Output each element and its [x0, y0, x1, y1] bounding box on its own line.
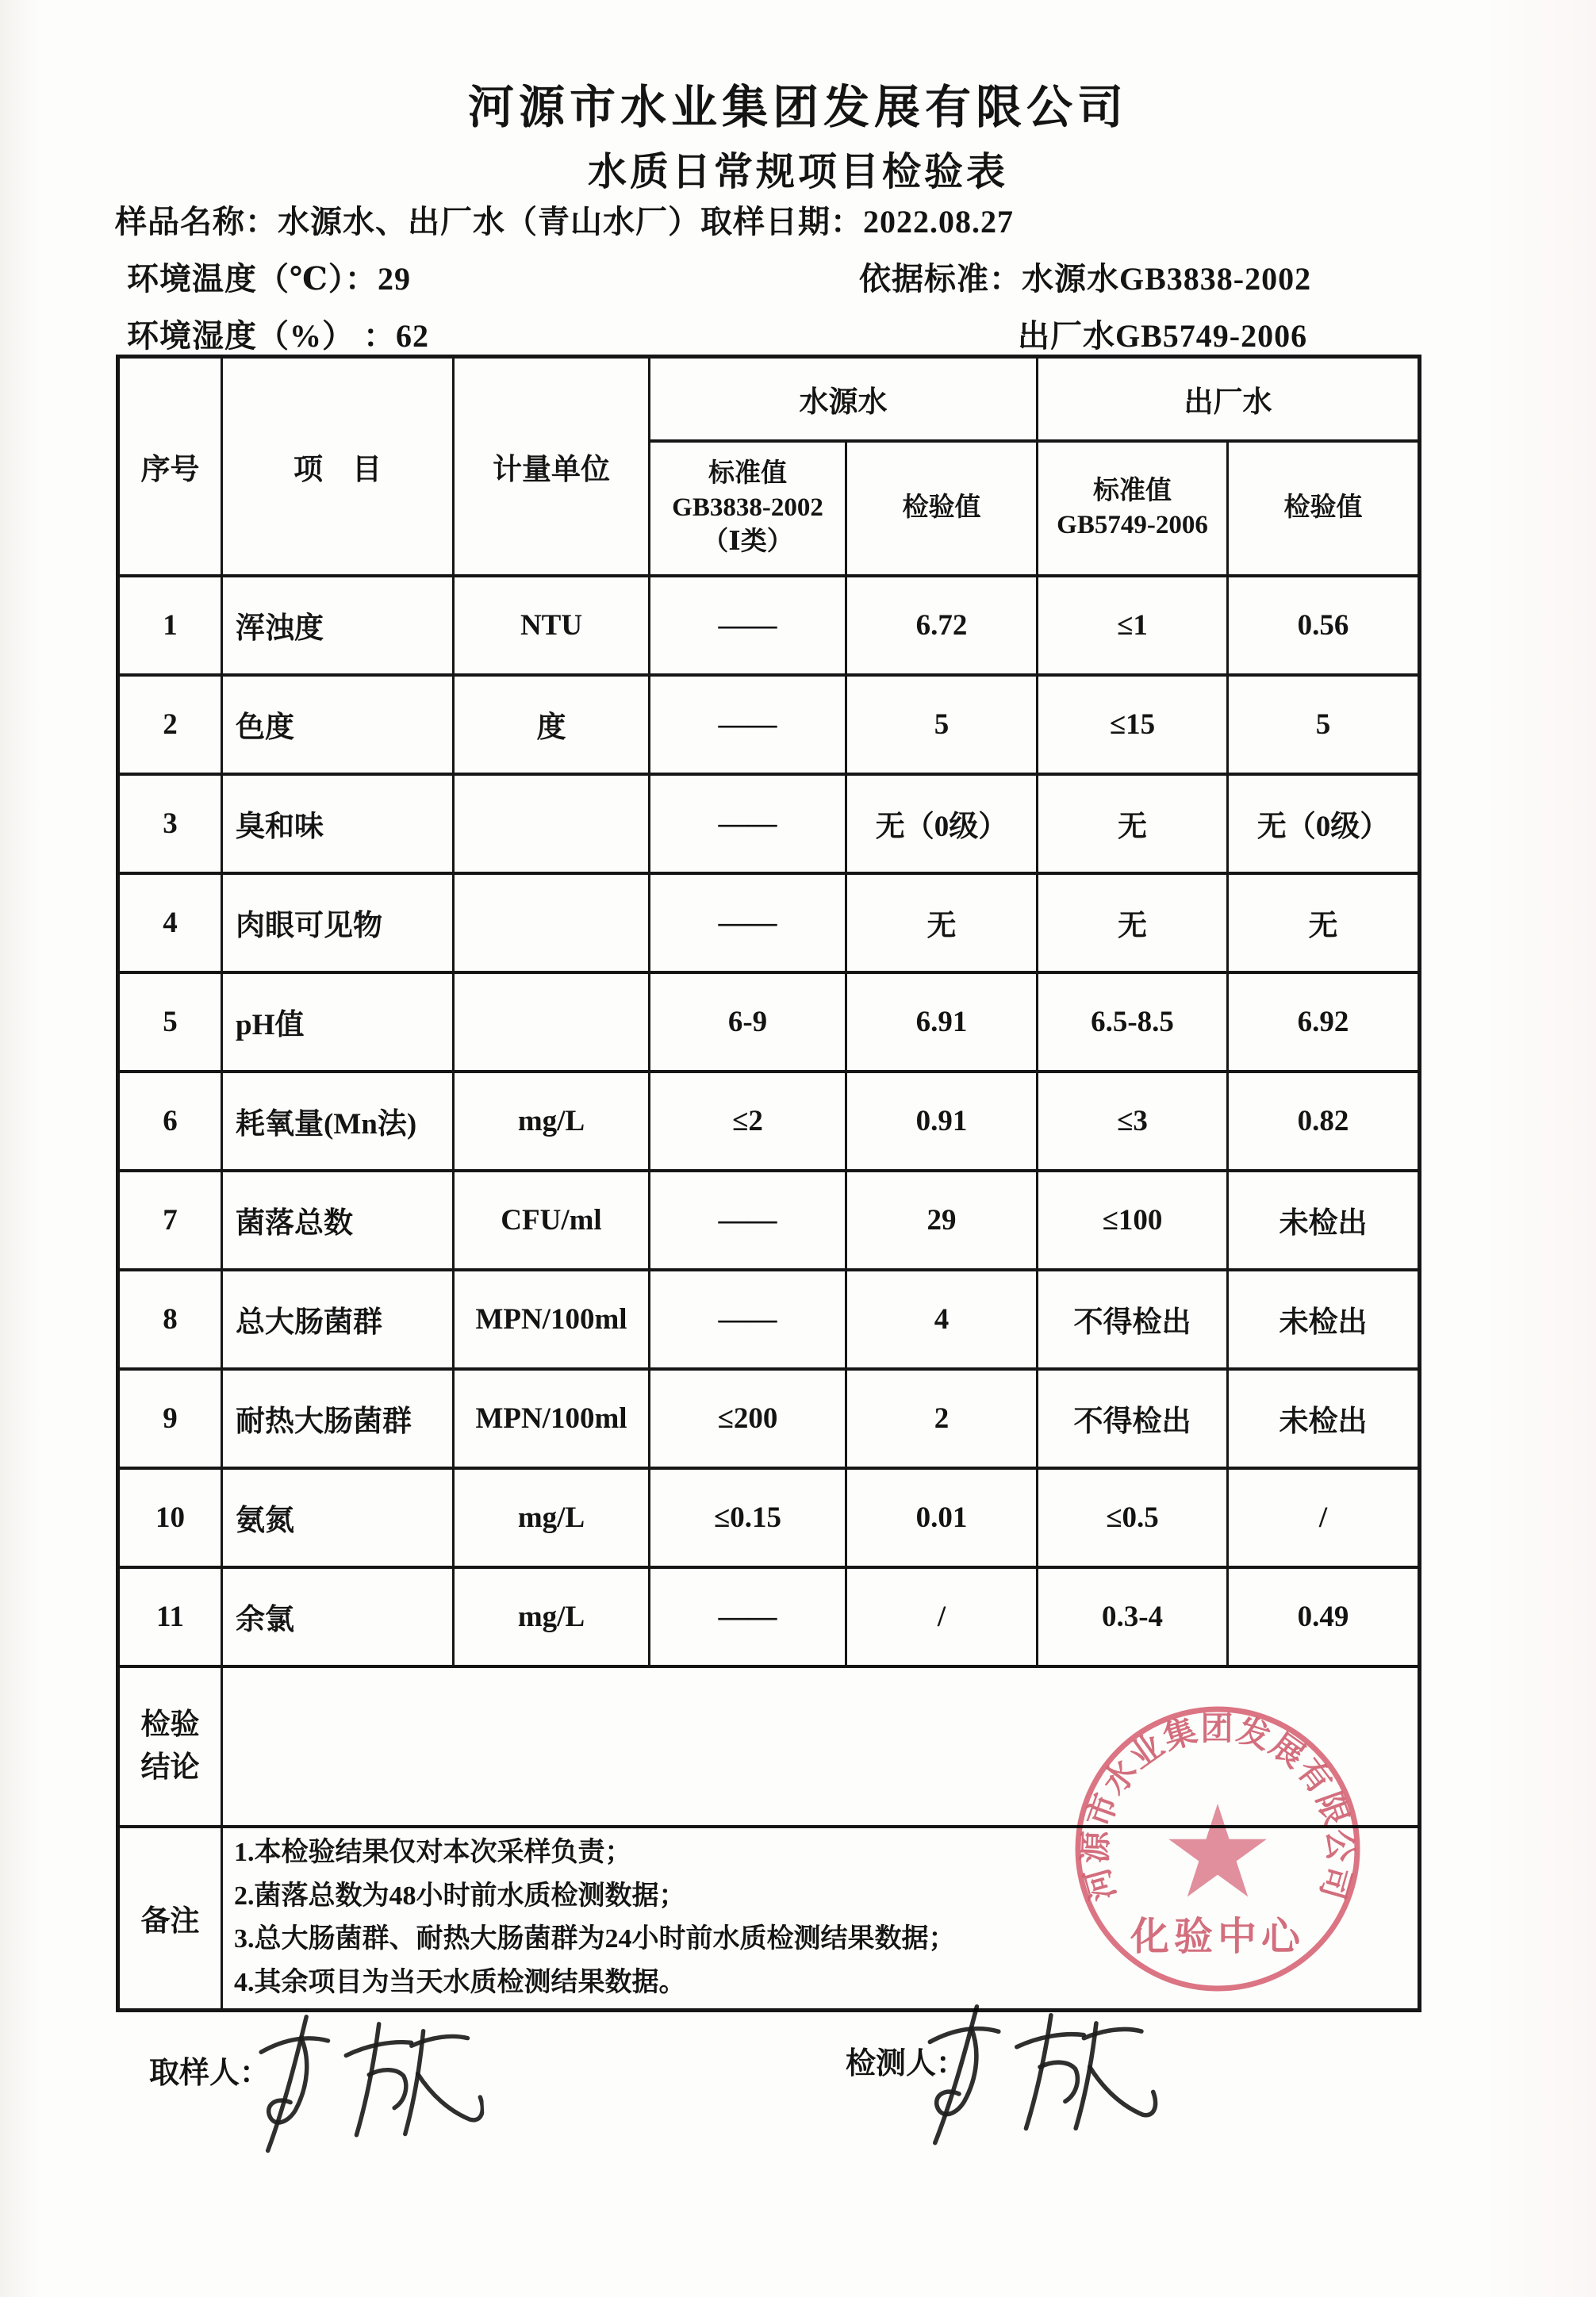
finished-value-cell: 6.92 — [1228, 972, 1420, 1072]
source-value-cell: 2 — [846, 1369, 1038, 1468]
unit-cell: 度 — [454, 675, 650, 774]
company-seal-stamp — [1071, 1702, 1364, 1996]
no-cell: 4 — [118, 873, 222, 972]
sample-info-line — [115, 197, 1014, 242]
standard-source-water: 水源水GB3838-2002 — [1022, 261, 1312, 297]
unit-cell: NTU — [454, 576, 650, 675]
remark-line: 2.菌落总数为48小时前水质检测数据； — [234, 1881, 686, 1911]
item-cell: 耐热大肠菌群 — [222, 1369, 454, 1468]
tester-label: 检测人： — [846, 2047, 967, 2080]
finished-standard-cell: 0.3-4 — [1038, 1567, 1228, 1666]
unit-cell: MPN/100ml — [454, 1369, 650, 1468]
env-temp-value: 29 — [377, 261, 411, 297]
env-humidity-label: 环境湿度（%） ： — [127, 318, 396, 354]
col-header-item: 项 目 — [222, 357, 454, 576]
source-standard-cell: —— — [650, 1171, 846, 1270]
table-row — [118, 1468, 1420, 1567]
item-cell: 浑浊度 — [222, 576, 454, 675]
source-standard-line1: 标准值 — [708, 459, 787, 489]
finished-standard-cell: 6.5-8.5 — [1038, 972, 1228, 1072]
unit-cell — [454, 873, 650, 972]
finished-value-cell: / — [1228, 1468, 1420, 1567]
finished-standard-cell: 不得检出 — [1038, 1270, 1228, 1369]
source-standard-cell: ≤200 — [650, 1369, 846, 1468]
source-value-cell: 5 — [846, 675, 1038, 774]
unit-cell: mg/L — [454, 1567, 650, 1666]
sample-name-label: 样品名称： — [115, 204, 278, 240]
item-cell: 菌落总数 — [222, 1171, 454, 1270]
finished-value-cell: 未检出 — [1228, 1171, 1420, 1270]
table-row — [118, 675, 1420, 774]
standard-basis-label: 依据标准： — [859, 261, 1022, 297]
table-row — [118, 1567, 1420, 1666]
no-cell: 2 — [118, 675, 222, 774]
seal-star-icon — [1168, 1804, 1267, 1896]
source-value-cell: 6.91 — [846, 972, 1038, 1072]
env-temp-line — [127, 254, 411, 299]
finished-value-cell: 5 — [1228, 675, 1420, 774]
report-title: 水质日常规项目检验表 — [587, 151, 1008, 194]
col-header-finished-test: 检验值 — [1228, 441, 1420, 576]
item-cell: 肉眼可见物 — [222, 873, 454, 972]
company-title: 河源市水业集团发展有限公司 — [467, 82, 1128, 133]
finished-value-cell: 未检出 — [1228, 1270, 1420, 1369]
sampling-date-label: 取样日期： — [700, 204, 863, 240]
unit-cell: mg/L — [454, 1072, 650, 1171]
table-row — [118, 576, 1420, 675]
finished-value-cell: 0.56 — [1228, 576, 1420, 675]
unit-cell: CFU/ml — [454, 1171, 650, 1270]
source-standard-line3: （Ⅰ类） — [702, 527, 793, 556]
env-humidity-value: 62 — [396, 318, 429, 354]
table-row — [118, 1072, 1420, 1171]
unit-cell — [454, 972, 650, 1072]
finished-standard-cell: 不得检出 — [1038, 1369, 1228, 1468]
env-temp-label: 环境温度（℃）： — [127, 261, 378, 297]
conclusion-label — [118, 1666, 222, 1827]
source-value-cell: 0.01 — [846, 1468, 1038, 1567]
finished-value-cell: 无（0级） — [1228, 774, 1420, 873]
source-standard-line2: GB3838-2002 — [672, 493, 823, 523]
table-row — [118, 1270, 1420, 1369]
no-cell: 5 — [118, 972, 222, 1072]
standard-finished-water: 出厂水GB5749-2006 — [1018, 318, 1308, 354]
header-group-row — [118, 357, 1420, 441]
standard-basis-line — [859, 254, 1311, 299]
col-header-finished-standard — [1038, 441, 1228, 576]
remark-label: 备注 — [118, 1827, 222, 2011]
sampler-label: 取样人： — [149, 2057, 270, 2090]
col-group-finished-water: 出厂水 — [1038, 357, 1420, 441]
col-header-source-test: 检验值 — [846, 441, 1038, 576]
conclusion-label-line2: 结论 — [140, 1751, 200, 1784]
source-value-cell: / — [846, 1567, 1038, 1666]
finished-value-cell: 未检出 — [1228, 1369, 1420, 1468]
unit-cell: mg/L — [454, 1468, 650, 1567]
finished-standard-cell: ≤15 — [1038, 675, 1228, 774]
no-cell: 10 — [118, 1468, 222, 1567]
seal-center-text: 化验中心 — [1130, 1915, 1306, 1958]
table-row — [118, 972, 1420, 1072]
source-standard-cell: 6-9 — [650, 972, 846, 1072]
item-cell: 色度 — [222, 675, 454, 774]
no-cell: 11 — [118, 1567, 222, 1666]
col-header-no: 序号 — [118, 357, 222, 576]
remark-line: 1.本检验结果仅对本次采样负责； — [234, 1838, 632, 1868]
source-standard-cell: ≤2 — [650, 1072, 846, 1171]
source-standard-cell: ≤0.15 — [650, 1468, 846, 1567]
env-humidity-line — [127, 311, 429, 356]
no-cell: 6 — [118, 1072, 222, 1171]
table-row — [118, 873, 1420, 972]
signature-strokes — [259, 2007, 484, 2150]
col-group-source-water: 水源水 — [650, 357, 1038, 441]
source-value-cell: 6.72 — [846, 576, 1038, 675]
conclusion-label-line1: 检验 — [140, 1708, 200, 1741]
unit-cell: MPN/100ml — [454, 1270, 650, 1369]
source-standard-cell: —— — [650, 1567, 846, 1666]
source-value-cell: 无（0级） — [846, 774, 1038, 873]
finished-value-cell: 0.82 — [1228, 1072, 1420, 1171]
item-cell: 总大肠菌群 — [222, 1270, 454, 1369]
no-cell: 8 — [118, 1270, 222, 1369]
finished-standard-cell: ≤3 — [1038, 1072, 1228, 1171]
finished-standard-cell: ≤0.5 — [1038, 1468, 1228, 1567]
source-value-cell: 0.91 — [846, 1072, 1038, 1171]
item-cell: 臭和味 — [222, 774, 454, 873]
source-standard-cell: —— — [650, 873, 846, 972]
unit-cell — [454, 774, 650, 873]
no-cell: 7 — [118, 1171, 222, 1270]
table-row — [118, 1369, 1420, 1468]
no-cell: 1 — [118, 576, 222, 675]
seal-ring-text: 河源市水业集团发展有限公司 — [1076, 1709, 1359, 1905]
source-value-cell: 29 — [846, 1171, 1038, 1270]
item-cell: pH值 — [222, 972, 454, 1072]
source-value-cell: 无 — [846, 873, 1038, 972]
finished-standard-line2: GB5749-2006 — [1057, 510, 1208, 539]
sample-name-value: 水源水、出厂水（青山水厂） — [278, 204, 700, 240]
item-cell: 氨氮 — [222, 1468, 454, 1567]
finished-standard-cell: ≤100 — [1038, 1171, 1228, 1270]
source-standard-cell: —— — [650, 1270, 846, 1369]
finished-standard-cell: 无 — [1038, 873, 1228, 972]
item-cell: 耗氧量(Mn法) — [222, 1072, 454, 1171]
finished-standard-cell: ≤1 — [1038, 576, 1228, 675]
col-header-unit: 计量单位 — [454, 357, 650, 576]
finished-value-cell: 无 — [1228, 873, 1420, 972]
remark-line: 4.其余项目为当天水质检测结果数据。 — [234, 1967, 686, 1997]
source-standard-cell: —— — [650, 774, 846, 873]
table-row — [118, 1171, 1420, 1270]
finished-standard-cell: 无 — [1038, 774, 1228, 873]
no-cell: 3 — [118, 774, 222, 873]
remark-line: 3.总大肠菌群、耐热大肠菌群为24小时前水质检测结果数据； — [234, 1924, 956, 1954]
col-header-source-standard — [650, 441, 846, 576]
item-cell: 余氯 — [222, 1567, 454, 1666]
finished-standard-line1: 标准值 — [1093, 476, 1172, 505]
finished-value-cell: 0.49 — [1228, 1567, 1420, 1666]
table-row — [118, 774, 1420, 873]
source-standard-cell: —— — [650, 675, 846, 774]
no-cell: 9 — [118, 1369, 222, 1468]
sampling-date-value: 2022.08.27 — [863, 204, 1014, 240]
source-standard-cell: —— — [650, 576, 846, 675]
source-value-cell: 4 — [846, 1270, 1038, 1369]
